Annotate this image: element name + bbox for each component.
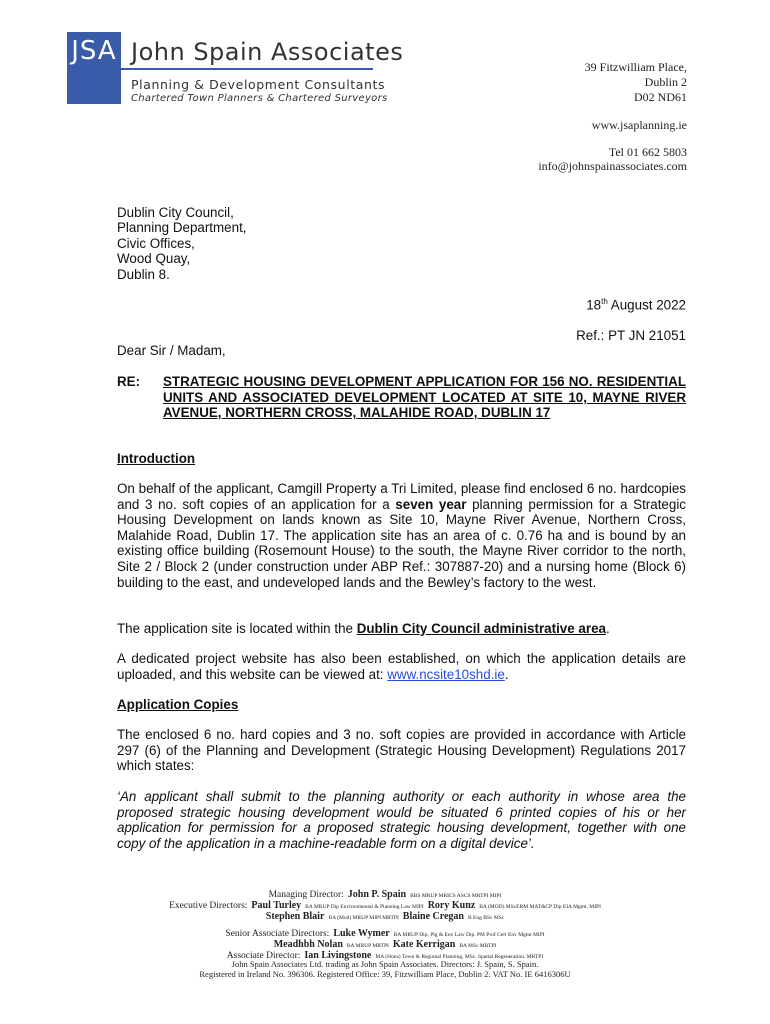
- footer-associate-director: Associate Director: Ian Livingstone MA (Hons) Town & Regional Planning, MSc. Spatial Regeneration. MRTPI: [226, 950, 544, 961]
- subject-line: STRATEGIC HOUSING DEVELOPMENT APPLICATION FOR 156 NO. RESIDENTIAL UNITS AND ASSOCIATED DEVELOPMENT LOCATED AT SITE 10, MAYNE RIVER AVENUE, NORTHERN CROSS, MALAHIDE ROAD, DUBLIN 17: [163, 374, 686, 421]
- firm-name: John Spain Associates: [131, 38, 404, 66]
- recipient-line: Civic Offices,: [117, 235, 195, 251]
- logo-text: JSA: [71, 36, 117, 66]
- regulation-quote: ‘An applicant shall submit to the planning authority or each authority in whose area the proposed strategic housing development would be situated 6 printed copies of his or her application for permission for a proposed strategic housing development, together with one copy of the application in a machine-readable form on a digital device’.: [117, 789, 686, 851]
- footer-registration: Registered in Ireland No. 396306. Registered Office: 39, Fitzwilliam Place, Dublin 2. VAT No. IE 6416306U: [199, 969, 571, 979]
- application-copies-heading: Application Copies: [117, 697, 239, 712]
- telephone: Tel 01 662 5803: [608, 145, 687, 159]
- logo-divider: [121, 68, 373, 70]
- recipient-line: Wood Quay,: [117, 251, 191, 267]
- firm-subtagline: Chartered Town Planners & Chartered Surveyors: [131, 93, 388, 104]
- email-address: info@johnspainassociates.com: [538, 159, 687, 173]
- recipient-line: Dublin City Council,: [117, 205, 234, 220]
- introduction-heading: Introduction: [117, 451, 196, 466]
- reference-number: Ref.: PT JN 21051: [576, 328, 686, 343]
- subject-label: RE:: [117, 374, 141, 389]
- jsa-logo: [67, 32, 121, 104]
- recipient-address: [117, 205, 247, 282]
- footer-senior-associate-directors: Senior Associate Directors: Luke Wymer BA MRUP Dip. Plg & Env Law Dip. PM Prof Cert Env Mgmt MIPI: [225, 928, 545, 939]
- footer-executive-directors: Executive Directors: Paul Turley BA MRUP Dip Environmental & Planning Law MIPI Rory Kunz BA (MOD) MScERM MAT&CP Dip EIA Mgmt. MIPI: [169, 900, 601, 911]
- project-website-link[interactable]: www.ncsite10shd.ie: [387, 666, 505, 682]
- address-line-2: Dublin 2: [644, 75, 687, 89]
- footer-executive-directors-2: Stephen Blair BA (Mod) MRUP MIPI MRTPI Blaine Cregan B Eng BSc MSc: [265, 911, 505, 922]
- footer-managing-director: Managing Director: John P. Spain BBS MRUP MRICS ASCS MRTPI MIPI: [268, 889, 502, 900]
- introduction-paragraph-1: On behalf of the applicant, Camgill Property a Tri Limited, please find enclosed 6 no. hardcopies and 3 no. soft copies of an application for a seven year planning permission for a Strategic Housing Development on lands known as Site 10, Mayne River Avenue, Northern Cross, Malahide Road, Dublin 17. The application site has an area of c. 0.76 ha and is bound by an existing office building (Rosemount House) to the south, the Mayne River corridor to the north, Site 2 / Block 2 (under construction under ABP Ref.: 307887-20) and a nursing home (Block 6) building to the east, and undeveloped lands and the Bewley’s factory to the west.: [117, 481, 686, 590]
- salutation: Dear Sir / Madam,: [117, 343, 226, 358]
- website-text: www.jsaplanning.ie: [591, 118, 687, 132]
- footer-trading-name: John Spain Associates Ltd. trading as John Spain Associates. Directors: J. Spain, S. Spain.: [231, 959, 539, 969]
- recipient-line: Dublin 8.: [117, 266, 170, 282]
- recipient-line: Planning Department,: [117, 220, 247, 236]
- introduction-paragraph-2: The application site is located within the Dublin City Council administrative area.: [117, 621, 610, 636]
- footer-senior-associate-directors-2: Meadhbh Nolan BA MRUP MRTPI Kate Kerrigan BA MSc MRTPI: [273, 939, 497, 950]
- address-line-1: 39 Fitzwilliam Place,: [584, 60, 687, 74]
- letter-date: 18th August 2022: [586, 297, 686, 313]
- address-line-3: D02 ND61: [634, 90, 687, 104]
- application-copies-paragraph: The enclosed 6 no. hard copies and 3 no. soft copies are provided in accordance with Article 297 (6) of the Planning and Development (Strategic Housing Development) Regulations 2017 which states:: [117, 727, 686, 774]
- introduction-paragraph-3: A dedicated project website has also been established, on which the application details are uploaded, and this website can be viewed at: www.ncsite10shd.ie.: [117, 651, 686, 682]
- firm-tagline: Planning & Development Consultants: [131, 77, 386, 92]
